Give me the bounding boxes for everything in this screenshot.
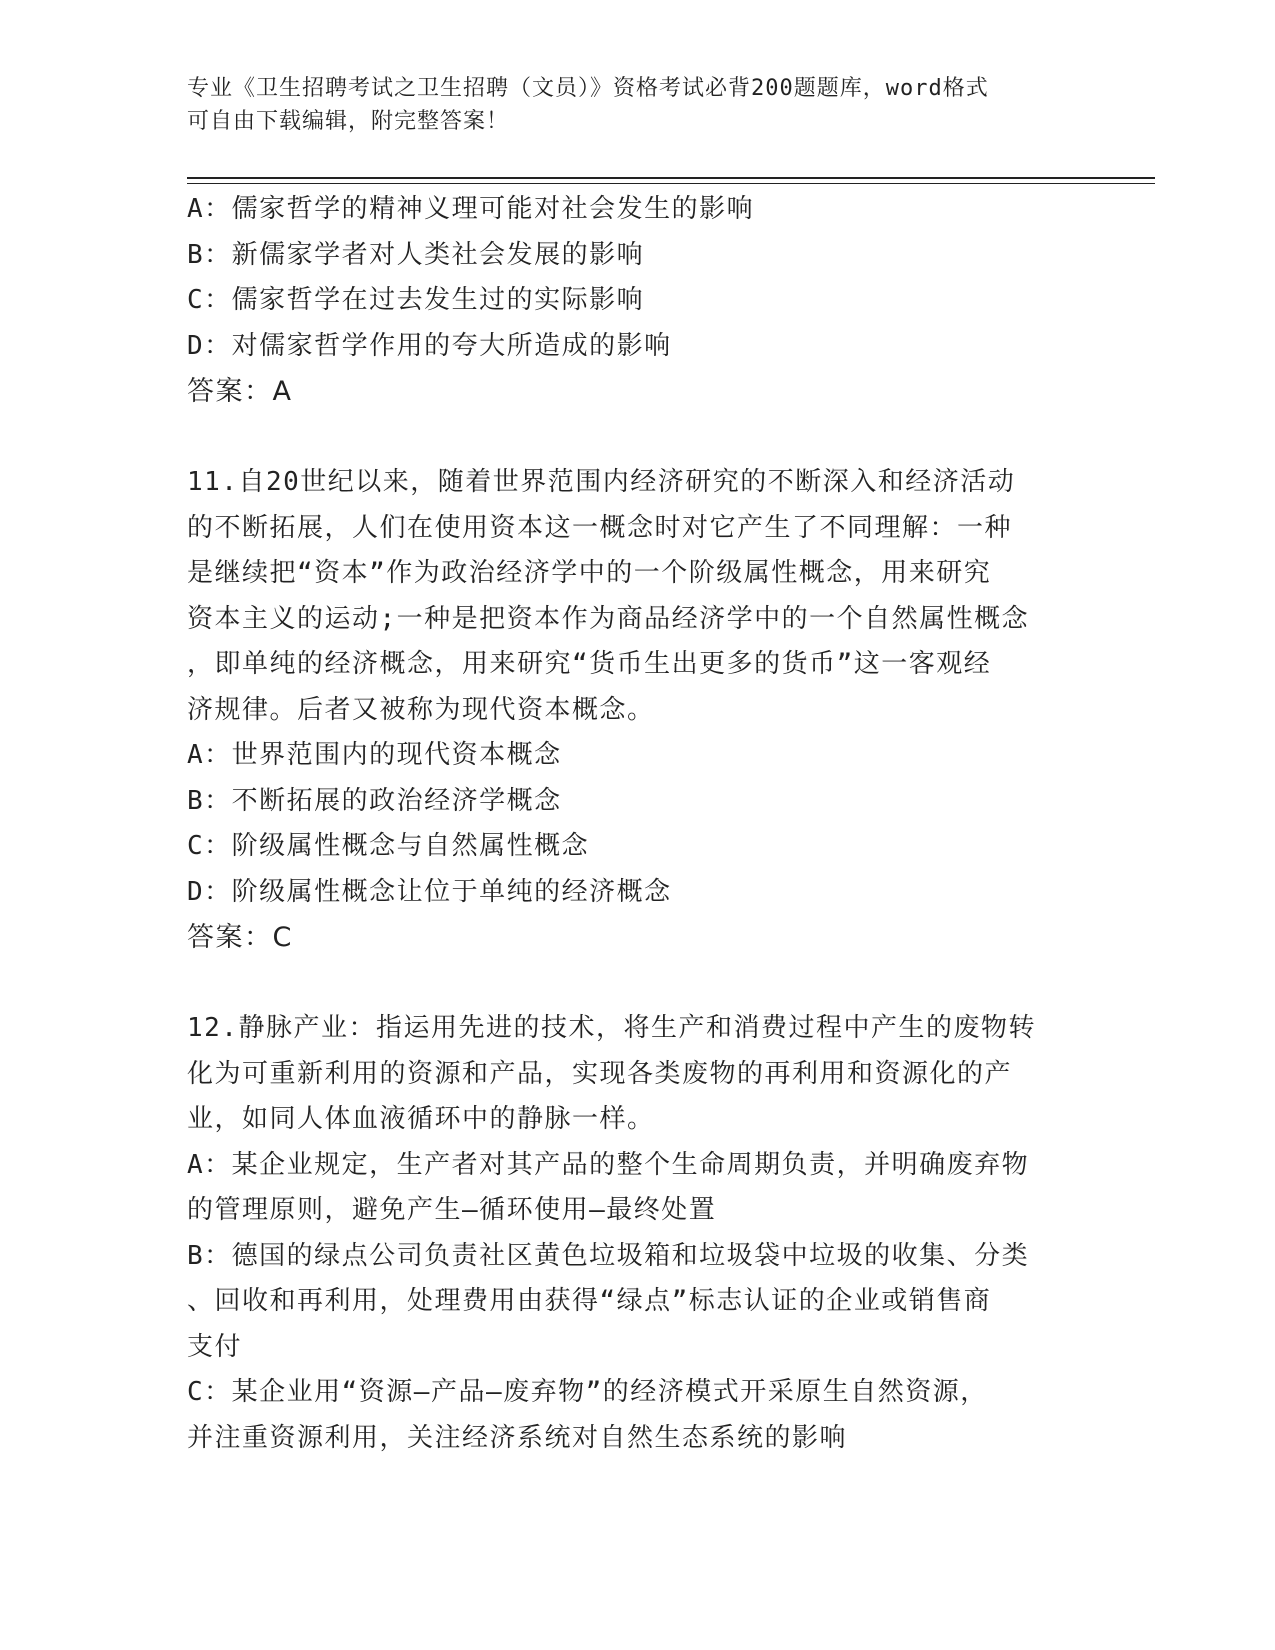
header-divider-thin <box>187 183 1155 184</box>
option-c: C：儒家哲学在过去发生过的实际影响 <box>187 285 645 315</box>
question-11 <box>187 460 1067 961</box>
document-body <box>187 187 1067 1461</box>
answer-line: 答案：A <box>187 376 293 407</box>
spacer <box>187 961 1067 1007</box>
question-stem-line: 资本主义的运动;一种是把资本作为商品经济学中的一个自然属性概念 <box>187 603 1030 634</box>
option-d: D：阶级属性概念让位于单纯的经济概念 <box>187 876 672 907</box>
question-stem-line: 12.静脉产业：指运用先进的技术，将生产和消费过程中产生的废物转 <box>187 1013 1036 1043</box>
option-b-line: B：德国的绿点公司负责社区黄色垃圾箱和垃圾袋中垃圾的收集、分类 <box>187 1240 1030 1271</box>
header-line: 专业《卫生招聘考试之卫生招聘（文员）》资格考试必背200题题库，word格式 <box>187 76 989 101</box>
option-d: D：对儒家哲学作用的夸大所造成的影响 <box>187 330 672 361</box>
question-stem-line: 是继续把“资本”作为政治经济学中的一个阶级属性概念，用来研究 <box>187 558 992 588</box>
option-a: A：儒家哲学的精神义理可能对社会发生的影响 <box>187 194 755 224</box>
option-c-line: C：某企业用“资源—产品—废弃物”的经济模式开采原生自然资源， <box>187 1377 988 1407</box>
question-10 <box>187 187 1067 415</box>
option-b-line: 支付 <box>187 1331 243 1362</box>
document-header <box>187 72 1087 138</box>
question-stem-line: 化为可重新利用的资源和产品，实现各类废物的再利用和资源化的产 <box>187 1058 1013 1089</box>
option-b: B：不断拓展的政治经济学概念 <box>187 785 562 816</box>
question-stem-line: ，即单纯的经济概念，用来研究“货币生出更多的货币”这一客观经 <box>187 649 992 679</box>
question-stem-line: 11.自20世纪以来，随着世界范围内经济研究的不断深入和经济活动 <box>187 467 1016 497</box>
option-a-line: 的管理原则，避免产生—循环使用—最终处置 <box>187 1195 717 1225</box>
question-stem-line: 济规律。后者又被称为现代资本概念。 <box>187 694 655 725</box>
header-line: 可自由下载编辑，附完整答案！ <box>187 109 510 134</box>
option-a-line: A：某企业规定，生产者对其产品的整个生命周期负责，并明确废弃物 <box>187 1149 1030 1180</box>
option-c: C：阶级属性概念与自然属性概念 <box>187 831 590 861</box>
question-stem-line: 的不断拓展，人们在使用资本这一概念时对它产生了不同理解：一种 <box>187 512 1013 543</box>
question-stem-line: 业，如同人体血液循环中的静脉一样。 <box>187 1104 655 1134</box>
spacer <box>187 415 1067 461</box>
option-b: B：新儒家学者对人类社会发展的影响 <box>187 239 645 270</box>
option-a: A：世界范围内的现代资本概念 <box>187 740 562 770</box>
question-12 <box>187 1006 1067 1461</box>
answer-line: 答案：C <box>187 922 293 953</box>
option-b-line: 、回收和再利用，处理费用由获得“绿点”标志认证的企业或销售商 <box>187 1286 992 1316</box>
header-divider-thick <box>187 177 1155 179</box>
option-c-line: 并注重资源利用，关注经济系统对自然生态系统的影响 <box>187 1422 848 1453</box>
